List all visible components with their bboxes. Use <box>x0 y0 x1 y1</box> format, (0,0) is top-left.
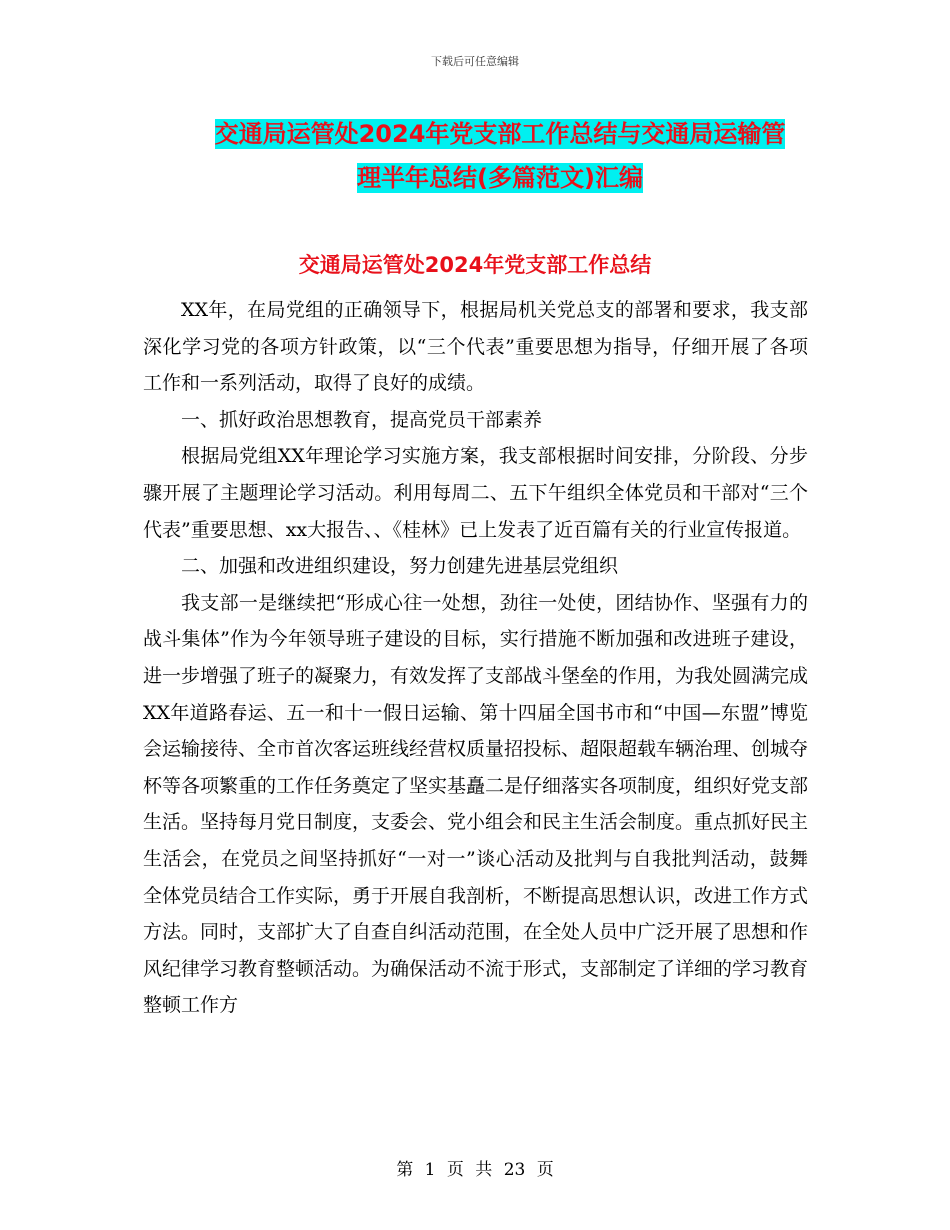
footer-total-pages: 23 <box>503 1160 526 1180</box>
heading-one: 一、抓好政治思想教育，提高党员干部素养 <box>181 408 543 431</box>
footer-total-word: 共 <box>475 1160 493 1180</box>
document-title-line-2: 理半年总结(多篇范文)汇编 <box>357 164 643 192</box>
document-title <box>120 112 880 200</box>
document-title-line-1: 交通局运管处2024年党支部工作总结与交通局运输管 <box>214 120 786 148</box>
header-note: 下载后可任意编辑 <box>431 55 519 68</box>
paragraph-organization: 我支部一是继续把“形成心往一处想，劲往一处使，团结协作、坚强有力的战斗集体”作为今年领导班子建设的目标，实行措施不断加强和改进班子建设，进一步增强了班子的凝聚力，有效发挥了支部战斗堡垒的作用，为我处圆满完成XX年道路春运、五一和十一假日运输、第十四届全国书市和“中国—东盟”博览会运输接待、全市首次客运班线经营权质量招投标、超限超载车辆治理、创城夺杯等各项繁重的工作任务奠定了坚实基矗二是仔细落实各项制度，组织好党支部生活。坚持每月党日制度，支委会、党小组会和民主生活会制度。重点抓好民主生活会，在党员之间坚持抓好“一对一”谈心活动及批判与自我批判活动，鼓舞全体党员结合工作实际，勇于开展自我剖析，不断提高思想认识，改进工作方式方法。同时，支部扩大了自查自纠活动范围，在全处人员中广泛开展了思想和作风纪律学习教育整顿活动。为确保活动不流于形式，支部制定了详细的学习教育整顿工作方 <box>143 591 809 1017</box>
paragraph-study: 根据局党组XX年理论学习实施方案，我支部根据时间安排，分阶段、分步骤开展了主题理论学习活动。利用每周二、五下午组织全体党员和干部对“三个代表”重要思想、xx大报告、、《桂林》已上发表了近百篇有关的行业宣传报道。 <box>143 445 808 541</box>
paragraph-intro: XX年，在局党组的正确领导下，根据局机关党总支的部署和要求，我支部深化学习党的各项方针政策，以“三个代表”重要思想为指导，仔细开展了各项工作和一系列活动，取得了良好的成绩。 <box>143 299 808 395</box>
section-title: 交通局运管处2024年党支部工作总结 <box>298 253 652 277</box>
document-body <box>143 292 808 1024</box>
footer-suffix: 页 <box>536 1160 554 1180</box>
page-footer <box>0 1155 950 1180</box>
footer-current-page: 1 <box>424 1160 436 1180</box>
footer-page-word: 页 <box>446 1160 464 1180</box>
footer-prefix: 第 <box>396 1160 414 1180</box>
heading-two: 二、加强和改进组织建设，努力创建先进基层党组织 <box>181 555 619 578</box>
